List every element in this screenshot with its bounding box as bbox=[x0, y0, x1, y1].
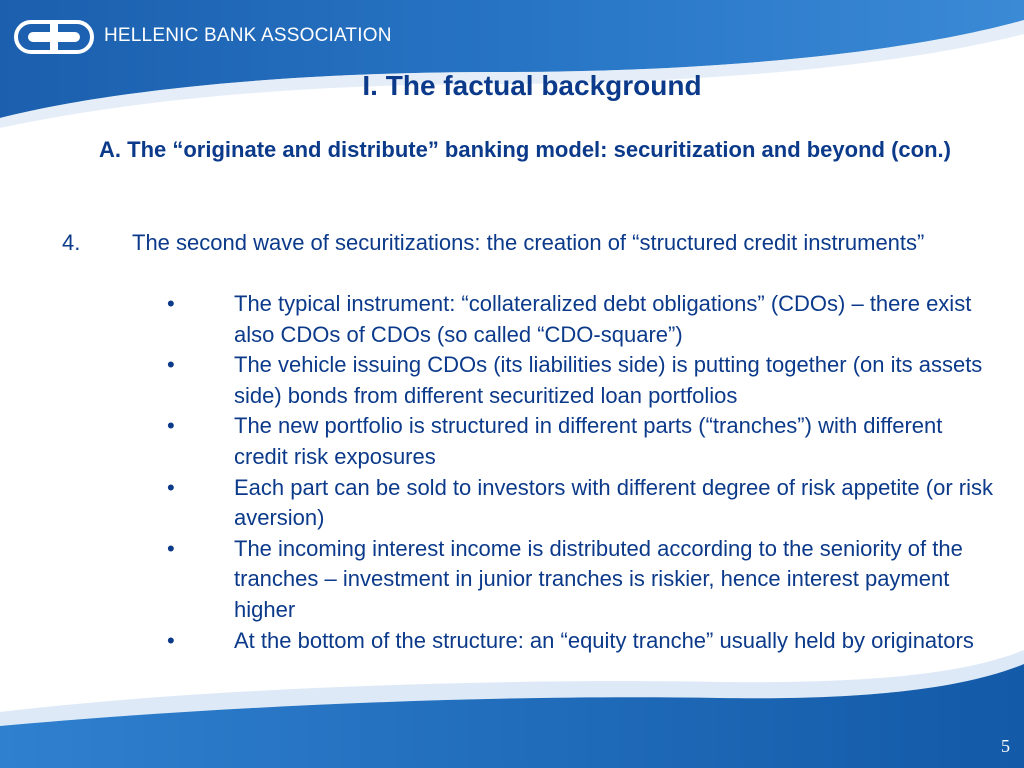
hba-logo-icon bbox=[14, 18, 94, 56]
bullet-text: The incoming interest income is distributed according to the seniority of the tranches – investment in junior tranches is riskier, hence interest payment higher bbox=[234, 535, 963, 622]
bullet-icon: • bbox=[167, 413, 175, 439]
list-item bbox=[0, 626, 1024, 657]
list-item bbox=[0, 289, 1024, 350]
bullet-icon: • bbox=[167, 535, 175, 561]
point-number: 4. bbox=[62, 230, 81, 255]
bullet-icon: • bbox=[167, 291, 175, 316]
bullet-text: The typical instrument: “collateralized debt obligations” (CDOs) – there exist also CDOs of CDOs (so called “CDO-square”) bbox=[234, 291, 972, 347]
bullet-text: At the bottom of the structure: an “equity tranche” usually held by originators bbox=[234, 627, 974, 653]
bullet-icon: • bbox=[167, 627, 175, 653]
list-item bbox=[0, 534, 1024, 626]
slide-title: I. The factual background bbox=[362, 70, 702, 101]
list-item bbox=[0, 350, 1024, 411]
bullet-text: The vehicle issuing CDOs (its liabilities side) is putting together (on its assets side) bonds from different securitized loan portfolios bbox=[234, 352, 983, 408]
point-text: The second wave of securitizations: the creation of “structured credit instruments” bbox=[132, 230, 925, 255]
slide-subtitle: A. The “originate and distribute” banking model: securitization and beyond (con.) bbox=[99, 137, 951, 162]
page-number: 5 bbox=[1001, 736, 1010, 756]
list-item bbox=[0, 473, 1024, 534]
bullet-icon: • bbox=[167, 474, 175, 500]
bullet-text: Each part can be sold to investors with different degree of risk appetite (or risk aversion) bbox=[234, 474, 993, 531]
bullet-list bbox=[0, 289, 1024, 656]
list-item bbox=[0, 411, 1024, 472]
bullet-icon: • bbox=[167, 352, 175, 378]
bullet-text: The new portfolio is structured in different parts (“tranches”) with different credit risk exposures bbox=[234, 413, 943, 469]
organization-name: HELLENIC BANK ASSOCIATION bbox=[104, 25, 392, 46]
